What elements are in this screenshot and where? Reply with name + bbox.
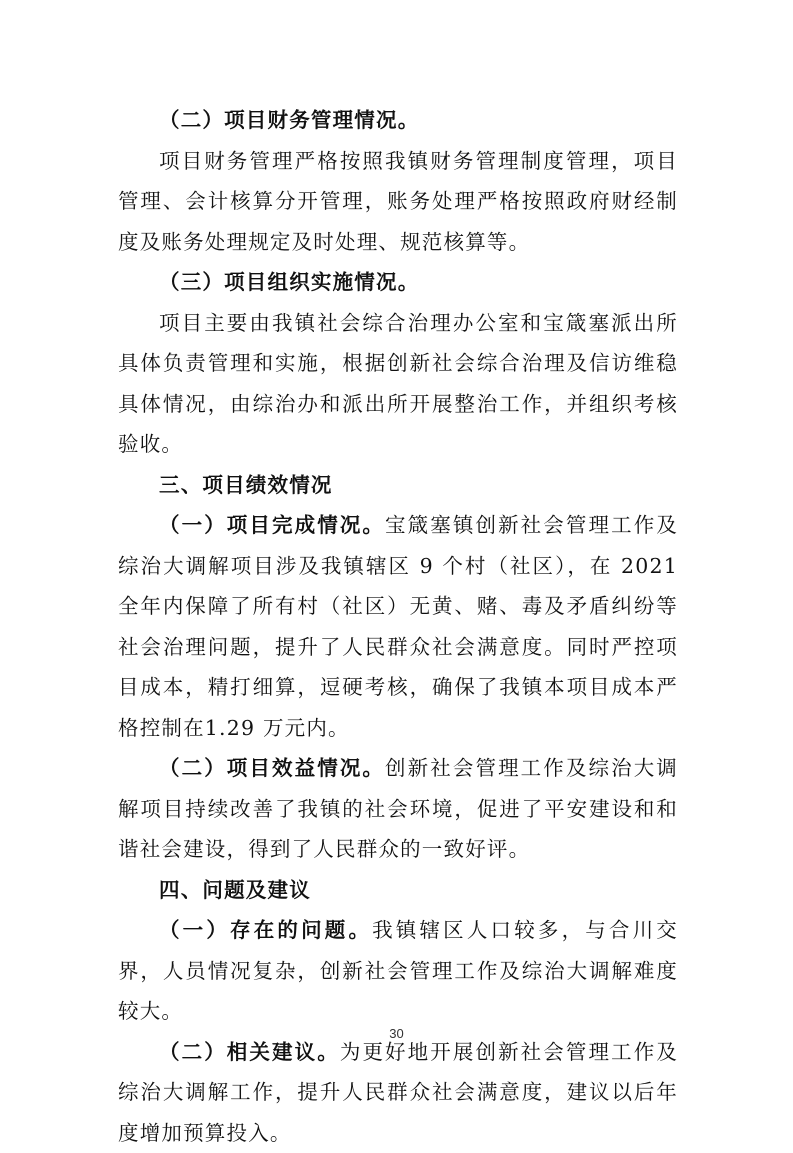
paragraph-problems xyxy=(118,910,678,1032)
page-number: 30 xyxy=(0,1026,793,1041)
benefit-lead: （二）项目效益情况。 xyxy=(159,756,385,780)
suggest-lead: （二）相关建议。 xyxy=(159,1040,340,1064)
document-body xyxy=(118,100,678,1153)
paragraph-suggestions xyxy=(118,1032,678,1153)
suggest-text: 为更好地开展创新社会管理工作及综治大调解工作，提升人民群众社会满意度，建议以后年度增加预算投入。 xyxy=(118,1040,678,1145)
benefit-text: 创新社会管理工作及综治大调解项目持续改善了我镇的社会环境，促进了平安建设和和谐社会建设，得到了人民群众的一致好评。 xyxy=(118,756,678,861)
paragraph-organization-implementation: 项目主要由我镇社会综合治理办公室和宝箴塞派出所具体负责管理和实施，根据创新社会综合治理及信访维稳具体情况，由综治办和派出所开展整治工作，并组织考核验收。 xyxy=(118,303,678,465)
completion-text: 宝箴塞镇创新社会管理工作及综治大调解项目涉及我镇辖区 9 个村（社区），在 2021 全年内保障了所有村（社区）无黄、赌、毒及矛盾纠纷等社会治理问题，提升了人民群众社会满意度。同时严控项目成本，精打细算，逗硬考核，确保了我镇本项目成本严格控制在1.29 万元内。 xyxy=(118,513,678,740)
paragraph-benefit xyxy=(118,748,678,870)
paragraph-completion xyxy=(118,505,678,748)
completion-lead: （一）项目完成情况。 xyxy=(159,513,385,537)
section-heading-problems: 四、问题及建议 xyxy=(118,870,678,911)
problem-lead: （一）存在的问题。 xyxy=(159,918,372,942)
problem-text: 我镇辖区人口较多，与合川交界，人员情况复杂，创新社会管理工作及综治大调解难度较大。 xyxy=(118,918,678,1023)
section-heading-performance: 三、项目绩效情况 xyxy=(118,465,678,506)
heading-organization-implementation: （三）项目组织实施情况。 xyxy=(118,262,678,303)
paragraph-finance-management: 项目财务管理严格按照我镇财务管理制度管理，项目管理、会计核算分开管理，账务处理严格按照政府财经制度及账务处理规定及时处理、规范核算等。 xyxy=(118,141,678,263)
heading-finance-management: （二）项目财务管理情况。 xyxy=(118,100,678,141)
